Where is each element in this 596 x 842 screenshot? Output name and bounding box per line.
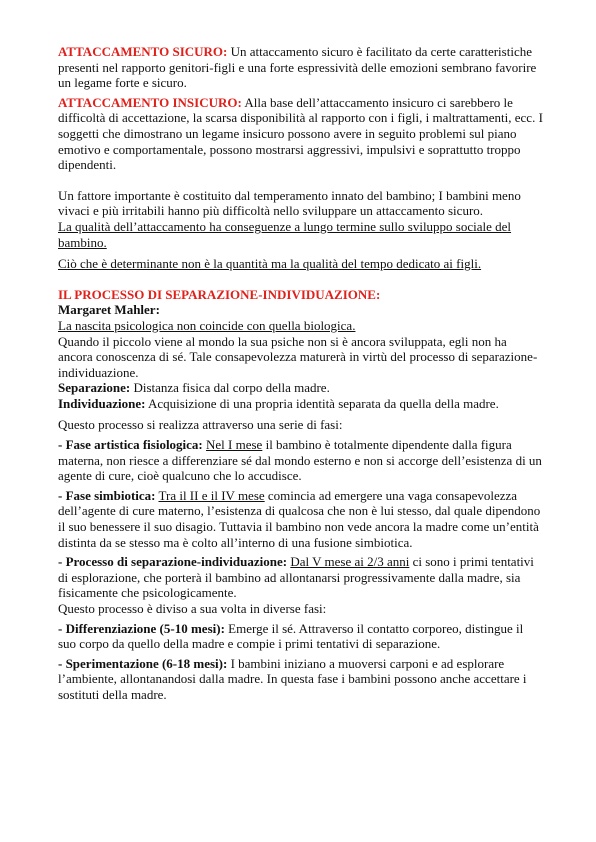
temperament-paragraph: Un fattore importante è costituito dal temperamento innato del bambino; I bambini meno vivaci e più irritabili hanno più difficoltà nello sviluppare un attaccamento sicuro. (58, 187, 521, 219)
secure-attachment-heading: ATTACCAMENTO SICURO: (58, 44, 228, 59)
experimentation-text: I bambini iniziano a muoversi carponi e ad esplorare l’ambiente, allontanandosi dalla madre. In questa fase i bambini possono anche accettare i sostituti della madre. (58, 655, 527, 702)
phase-2-text: comincia ad emergere una vaga consapevolezza dell’agente di cure materno, l’esistenza di qualcosa che non è lui stesso, dal quale dipendono il suo benessere il suo disagio. Tuttavia il bambino non vede ancora la madre come un’entità distinta da se stesso ma è colto all’interno di una fusione simbiotica. (58, 487, 541, 550)
individuation-text: Acquisizione di una propria identità separata da quella della madre. (145, 395, 499, 411)
insecure-attachment-heading: ATTACCAMENTO INSICURO: (58, 94, 242, 110)
phase-3-label: - Processo di separazione-individuazione: (58, 554, 288, 570)
experimentation-label: - Sperimentazione (6-18 mesi): (58, 655, 228, 671)
experimentation-paragraph (58, 656, 544, 703)
differentiation-text: Emerge il sé. Attraverso il contatto corporeo, distingue il suo corpo da quello della madre e compie i primi tentativi di separazione. (58, 620, 524, 652)
phase-2-time: Tra il II e il IV mese (158, 487, 265, 503)
phase-2-paragraph (58, 488, 544, 550)
separation-text: Distanza fisica dal corpo della madre. (130, 380, 330, 396)
individuation-definition (58, 396, 544, 412)
phase-1-label: - Fase artistica fisiologica: (58, 437, 203, 453)
secure-attachment-paragraph (58, 44, 544, 91)
phase-1-text: il bambino è totalmente dipendente dalla figura materna, non riesce a differenziare sé dal mondo esterno e non si accorge dell’esistenza di un agente di cure, cioè qualcuno che lo accudisce. (58, 437, 542, 484)
process-intro-paragraph: Quando il piccolo viene al mondo la sua psiche non si è ancora sviluppata, egli non ha ancora conoscenza di sé. Tale consapevolezza maturerà in virtù del processo di separazione-individuazione. (58, 333, 538, 380)
author-heading: Margaret Mahler: (58, 302, 160, 318)
quality-time-paragraph: Ciò che è determinante non è la quantità ma la qualità del tempo dedicato ai figli. (58, 256, 482, 272)
insecure-attachment-text: Alla base dell’attaccamento insicuro ci sarebbero le difficoltà di accettazione, la scarsa disponibilità al rapporto con i figli, i maltrattamenti, ecc. I soggetti che dimostrano un legame insicuro possono avere in seguito problemi sul piano emotivo e comportamentale, possono mostrarsi aggressivi, impulsivi e soprattutto troppo dipendenti. (58, 94, 543, 173)
document-page (58, 44, 544, 703)
phase-3-time: Dal V mese ai 2/3 anni (290, 554, 410, 570)
secure-attachment-text: Un attaccamento sicuro è facilitato da certe caratteristiche presenti nel rapporto genitori-figli e una forte espressività delle emozioni sembrano favorire un legame forte e sicuro. (58, 44, 537, 91)
insecure-attachment-paragraph (58, 95, 544, 173)
separation-label: Separazione: (58, 380, 131, 396)
phase-1-time: Nel I mese (206, 437, 263, 453)
phase-2-label: - Fase simbiotica: (58, 487, 156, 503)
individuation-label: Individuazione: (58, 395, 146, 411)
phase-1-paragraph (58, 437, 544, 484)
differentiation-label: - Differenziazione (5-10 mesi): (58, 620, 225, 636)
psychological-birth-subtitle: La nascita psicologica non coincide con quella biologica. (58, 317, 356, 333)
phase-3-extra: Questo processo è diviso a sua volta in diverse fasi: (58, 601, 327, 616)
separation-process-title: IL PROCESSO DI SEPARAZIONE-INDIVIDUAZIONE: (58, 286, 381, 302)
phase-3-text: ci sono i primi tentativi di esplorazione, che porterà il bambino ad allontanarsi progressivamente dalla madre, sia fisicamente che psicologicamente. (58, 554, 534, 601)
phases-intro: Questo processo si realizza attraverso una serie di fasi: (58, 417, 343, 433)
phase-3-paragraph (58, 554, 544, 601)
quality-consequences-paragraph: La qualità dell’attaccamento ha conseguenze a lungo termine sullo sviluppo sociale del bambino. (58, 218, 512, 250)
separation-definition (58, 380, 544, 396)
differentiation-paragraph (58, 621, 544, 652)
